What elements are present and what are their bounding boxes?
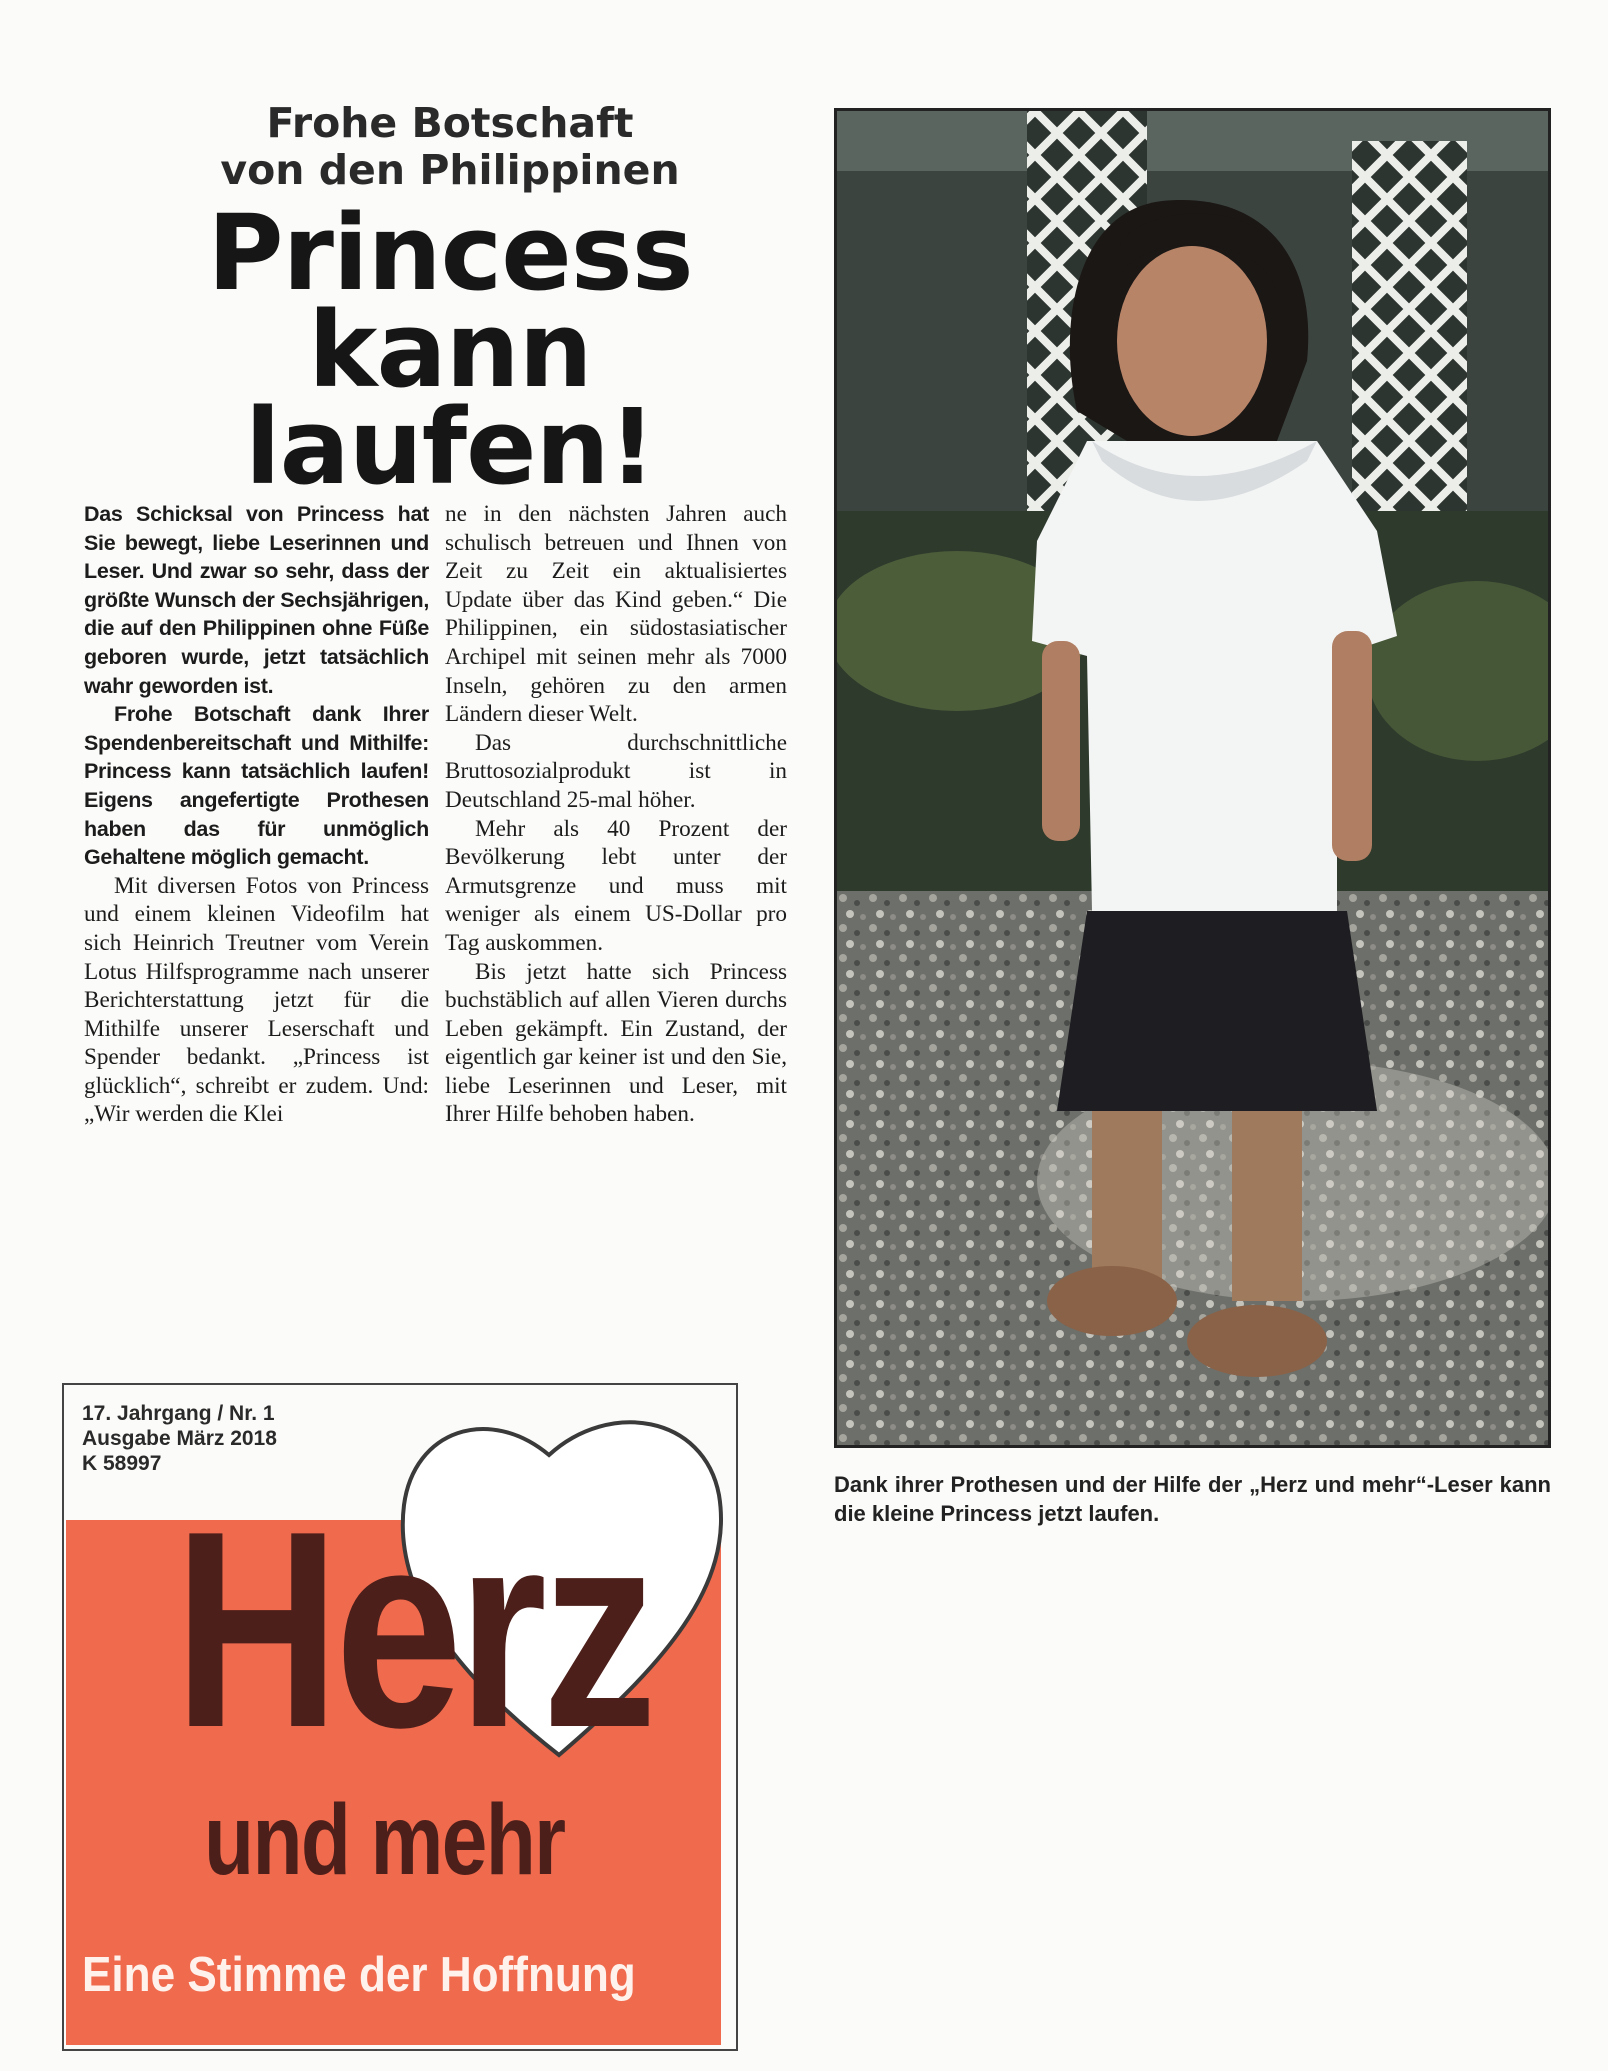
lead-paragraph: Das Schicksal von Princess hat Sie bewegt, liebe Leserinnen und Leser. Und zwar so sehr, dass der größte Wunsch der Sechsjährigen, die auf den Philippinen ohne Füße geboren wurde, jetzt tatsächlich wahr geworden ist.: [84, 502, 429, 698]
masthead-title: Herz: [174, 1474, 652, 1786]
masthead-subtitle: und mehr: [204, 1784, 565, 1896]
body-paragraph: Bis jetzt hatte sich Princess buchstäblich auf allen Vieren durchs Leben gekämpft. Ein Zustand, der eigentlich gar keiner ist und den Sie, liebe Leserinnen und Leser, mit Ihrer Hilfe behoben haben.: [445, 958, 787, 1128]
article-column-2: [445, 500, 787, 1129]
body-paragraph: Mehr als 40 Prozent der Bevölkerung lebt unter der Armutsgrenze und muss mit weniger als einem US-Dollar pro Tag auskommen.: [445, 815, 787, 956]
article-kicker: [150, 100, 750, 194]
issue-volume: 17. Jahrgang / Nr. 1: [82, 1402, 275, 1425]
masthead-slogan: Eine Stimme der Hoffnung: [82, 1948, 636, 2002]
body-paragraph: Mit diversen Fotos von Princess und einem kleinen Videofilm hat sich Heinrich Treutner vom Verein Lotus Hilfsprogramme nach unserer Berichterstattung jetzt für die Mithilfe unserer Leserschaft und Spender bedankt. „Princess ist glücklich“, schreibt er zudem. Und: „Wir werden die Klei: [84, 872, 429, 1128]
article-headline: [150, 192, 750, 508]
issue-code: K 58997: [82, 1452, 162, 1475]
headline-line-1: Princess: [207, 192, 693, 314]
body-paragraph: Frohe Botschaft dank Ihrer Spendenbereitschaft und Mithilfe: Princess kann tatsächlich laufen! Eigens angefertigte Prothesen haben das für unmöglich Gehaltene möglich gemacht.: [84, 702, 429, 870]
magazine-masthead: [62, 1383, 738, 2051]
article-photo: [834, 108, 1551, 1448]
photo-illustration: [837, 111, 1548, 1445]
body-paragraph: Das durchschnittliche Bruttosozialprodukt ist in Deutschland 25-mal höher.: [445, 729, 787, 813]
kicker-line-1: Frohe Botschaft: [266, 99, 634, 147]
article-column-1: [84, 500, 429, 1129]
kicker-line-2: von den Philippinen: [220, 146, 680, 194]
headline-line-3: laufen!: [244, 386, 656, 508]
issue-date: Ausgabe März 2018: [82, 1427, 277, 1450]
masthead-issue-info: [82, 1401, 277, 1476]
headline-line-2: kann: [308, 289, 592, 411]
photo-caption: Dank ihrer Prothesen und der Hilfe der „Herz und mehr“-Leser kann die kleine Princess jetzt laufen.: [834, 1472, 1551, 1526]
body-paragraph: ne in den nächsten Jahren auch schulisch betreuen und Ihnen von Zeit zu Zeit ein aktualisiertes Update über das Kind geben.“ Die Philippinen, ein südostasiatischer Archipel mit seinen mehr als 7000 Inseln, gehören zu den armen Ländern dieser Welt.: [445, 501, 787, 728]
